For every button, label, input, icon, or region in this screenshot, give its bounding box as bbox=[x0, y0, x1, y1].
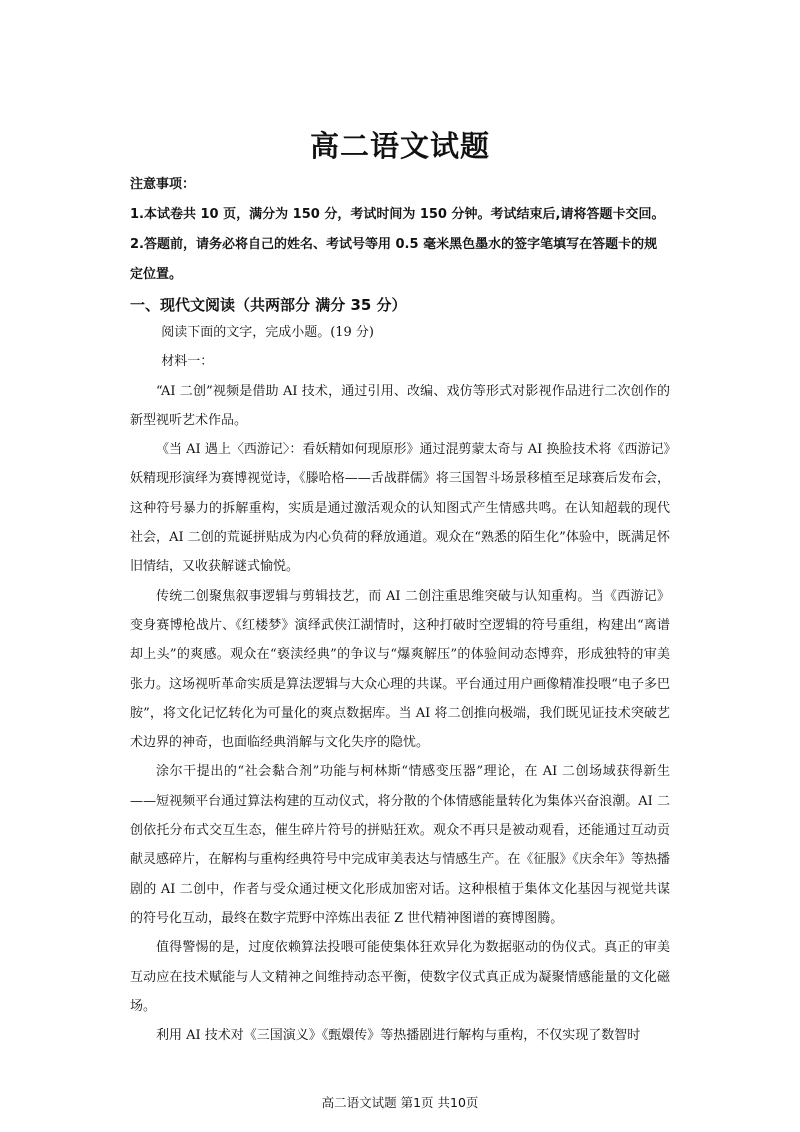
notice-block bbox=[130, 170, 670, 290]
paragraph-1: “AI 二创”视频是借助 AI 技术，通过引用、改编、戏仿等形式对影视作品进行二次创作的新型视听艺术作品。 bbox=[130, 383, 670, 428]
section-heading: 一、现代文阅读（共两部分 满分 35 分） bbox=[130, 296, 407, 314]
notice-item-1: 1.本试卷共 10 页，满分为 150 分，考试时间为 150 分钟。考试结束后,请将答题卡交回。 bbox=[130, 207, 665, 222]
page-footer: 高二语文试题 第1页 共10页 bbox=[321, 1095, 479, 1110]
material-label: 材料一： bbox=[161, 354, 214, 370]
notice-title: 注意事项： bbox=[130, 177, 196, 192]
paragraph-2: 《当 AI 遇上〈西游记〉：看妖精如何现原形》通过混剪蒙太奇与 AI 换脸技术将《西游记》妖精现形演绎为赛博视觉诗，《滕哈格——舌战群儒》将三国智斗场景移植至足球赛后发布会，这种符号暴力的拆解重构，实质是通过激活观众的认知图式产生情感共鸣。在认知超载的现代社会，AI 二创的荒诞拼贴成为内心负荷的释放通道。观众在“熟悉的陌生化”体验中，既满足怀旧情结，又收获解谜式愉悦。 bbox=[130, 442, 670, 575]
paragraph-5: 值得警惕的是，过度依赖算法投喂可能使集体狂欢异化为数据驱动的伪仪式。真正的审美互动应在技术赋能与人文精神之间维持动态平衡，使数字仪式真正成为凝聚情感能量的文化磁场。 bbox=[130, 940, 670, 1014]
reading-passage bbox=[130, 318, 670, 1050]
paragraph-3: 传统二创聚焦叙事逻辑与剪辑技艺，而 AI 二创注重思维突破与认知重构。当《西游记》变身赛博枪战片、《红楼梦》演绎武侠江湖情时，这种打破时空逻辑的符号重组，构建出“离谱却上头”的爽感。观众在“亵渎经典”的争议与“爆爽解压”的体验间动态博弈，形成独特的审美张力。这场视听革命实质是算法逻辑与大众心理的共谋。平台通过用户画像精准投喂“电子多巴胺”，将文化记忆转化为可量化的爽点数据库。当 AI 将二创推向极端，我们既见证技术突破艺术边界的神奇，也面临经典消解与文化失序的隐忧。 bbox=[130, 588, 670, 751]
notice-item-2: 2.答题前，请务必将自己的姓名、考试号等用 0.5 毫米黑色墨水的签字笔填写在答题卡的规定位置。 bbox=[130, 237, 658, 282]
instruction-line: 阅读下面的文字，完成小题。(19 分) bbox=[161, 325, 375, 340]
paragraph-6: 利用 AI 技术对《三国演义》《甄嬛传》等热播剧进行解构与重构，不仅实现了数智时 bbox=[156, 1028, 641, 1044]
exam-title: 高二语文试题 bbox=[309, 129, 490, 163]
paragraph-4: 涂尔干提出的“社会黏合剂”功能与柯林斯“情感变压器”理论，在 AI 二创场域获得新生——短视频平台通过算法构建的互动仪式，将分散的个体情感能量转化为集体兴奋浪潮。AI 二创依托分布式交互生态，催生碎片符号的拼贴狂欢。观众不再只是被动观看，还能通过互动贡献灵感碎片，在解构与重构经典符号中完成审美表达与情感生产。在《征服》《庆余年》等热播剧的 AI 二创中，作者与受众通过梗文化形成加密对话。这种根植于集体文化基因与视觉共谋的符号化互动，最终在数字荒野中淬炼出表征 Z 世代精神图谱的赛博图腾。 bbox=[130, 764, 670, 926]
